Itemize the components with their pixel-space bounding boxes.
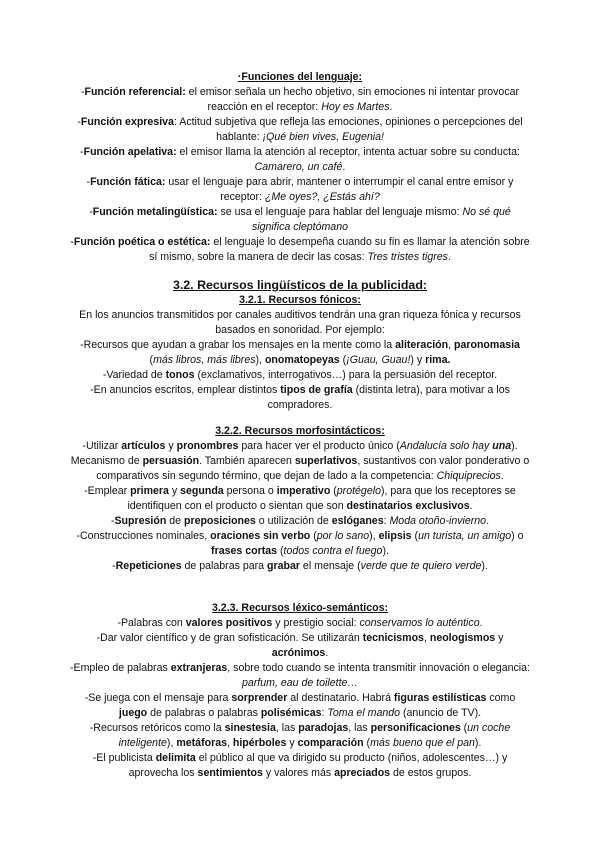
lexical-paragraph-6 bbox=[70, 751, 530, 781]
function-example: Tres tristes tigres bbox=[367, 251, 448, 263]
function-example: ¡Qué bien vives, Eugenia! bbox=[262, 131, 384, 143]
resources-title: 3.2. Recursos lingüísticos de la publicidad: bbox=[172, 278, 428, 292]
function-description: el lenguaje lo desempeña cuando su fin es llamar la atención sobre sí mismo, sobre la manera de decir las cosas: bbox=[149, 236, 530, 263]
text-run: -En anuncios escritos, emplear distintos bbox=[90, 384, 281, 396]
bold-term: Supresión bbox=[114, 515, 167, 527]
function-description: el emisor llama la atención al receptor, intenta actuar sobre su conducta: bbox=[176, 146, 520, 158]
text-run: el público al que va dirigido su producto (niños, adolescentes…) y aprovecha los bbox=[128, 752, 508, 779]
functions-section bbox=[70, 70, 530, 265]
morpho-paragraph-4 bbox=[70, 529, 530, 559]
bold-term: frases cortas bbox=[211, 545, 278, 557]
bold-term: oraciones sin verbo bbox=[210, 530, 311, 542]
bold-term: paradojas bbox=[298, 722, 349, 734]
item-tail: . bbox=[447, 251, 451, 263]
text-run: -Palabras con bbox=[117, 617, 186, 629]
bold-term: tecnicismos bbox=[362, 632, 424, 644]
italic-example: un turista, un amigo bbox=[418, 530, 512, 542]
text-run: y bbox=[286, 737, 298, 749]
text-run: -Empleo de palabras bbox=[70, 662, 171, 674]
bold-term: hipérboles bbox=[232, 737, 287, 749]
text-run: y prestigio social: bbox=[272, 617, 360, 629]
text-run: (anuncio de TV). bbox=[400, 707, 482, 719]
italic-example: más libros, más libres bbox=[153, 354, 256, 366]
bold-term: sinestesia bbox=[224, 722, 276, 734]
function-label: Función apelativa: bbox=[83, 146, 177, 158]
lexical-paragraph-3 bbox=[70, 661, 530, 691]
italic-example: protégelo bbox=[336, 485, 381, 497]
text-run: de estos grupos. bbox=[390, 767, 472, 779]
italic-example: todos contra el fuego bbox=[283, 545, 383, 557]
text-run: -Se juega con el mensaje para bbox=[84, 692, 232, 704]
text-run: (distinta letra), para motivar a los compradores. bbox=[267, 384, 510, 411]
text-run: , bbox=[448, 339, 454, 351]
item-lead: - bbox=[70, 236, 74, 248]
text-run: . bbox=[325, 647, 329, 659]
function-fatica bbox=[70, 175, 530, 205]
bold-term: aliteración bbox=[395, 339, 449, 351]
function-description: se usa el lenguaje para hablar del lenguaje mismo: bbox=[217, 206, 463, 218]
text-run: -Construcciones nominales, bbox=[76, 530, 211, 542]
function-example: No sé qué significa cleptómano bbox=[252, 206, 511, 233]
bold-term: personificaciones bbox=[370, 722, 461, 734]
text-run: ). bbox=[481, 560, 488, 572]
italic-example: parfum, eau de toilette… bbox=[241, 677, 358, 689]
lexical-title: 3.2.3. Recursos léxico-semánticos: bbox=[211, 602, 389, 614]
phonic-paragraph-2 bbox=[70, 368, 530, 383]
item-lead: - bbox=[80, 86, 85, 98]
text-run: -Variedad de bbox=[102, 369, 166, 381]
bold-term: metáforas bbox=[176, 737, 227, 749]
lexical-paragraph-1 bbox=[70, 616, 530, 631]
lexical-paragraph-2 bbox=[70, 631, 530, 661]
text-run: . bbox=[500, 470, 504, 482]
resources-section bbox=[70, 278, 530, 413]
text-run: el mensaje ( bbox=[299, 560, 361, 572]
function-label: Función expresiva bbox=[80, 116, 174, 128]
text-run: ( bbox=[411, 530, 419, 542]
italic-example: verde que te quiero verde bbox=[360, 560, 482, 572]
text-run: - bbox=[110, 515, 115, 527]
text-run: ( bbox=[363, 737, 371, 749]
function-expresiva bbox=[70, 115, 530, 145]
bold-term: preposiciones bbox=[183, 515, 256, 527]
phonic-intro: En los anuncios transmitidos por canales auditivos tendrán una gran riqueza fónica y recursos basados en sonoridad. Por ejemplo: bbox=[79, 309, 521, 336]
italic-example: conservamos lo auténtico bbox=[359, 617, 480, 629]
text-run: de palabras o palabras bbox=[147, 707, 261, 719]
text-run: ( bbox=[149, 354, 154, 366]
function-apelativa bbox=[70, 145, 530, 175]
text-run: , las bbox=[275, 722, 299, 734]
bold-term: juego bbox=[118, 707, 148, 719]
text-run: y bbox=[495, 632, 504, 644]
bold-term: acrónimos bbox=[271, 647, 326, 659]
bold-term: pronombres bbox=[176, 440, 239, 452]
text-run: , sustantivos con valor ponderativo o comparativos sin segundo término, que dejan de lado a la competencia: bbox=[96, 455, 530, 482]
text-run: de bbox=[166, 515, 184, 527]
bold-term: grabar bbox=[267, 560, 300, 572]
item-lead: - bbox=[89, 206, 93, 218]
text-run: para hacer ver el producto único ( bbox=[238, 440, 400, 452]
italic-example: Andalucía solo hay bbox=[399, 440, 493, 452]
morpho-paragraph-5 bbox=[70, 559, 530, 574]
text-run: -Utilizar bbox=[82, 440, 122, 452]
bold-term: polisémicas bbox=[260, 707, 322, 719]
bold-term: persuasión bbox=[142, 455, 200, 467]
italic-example: Toma el mando bbox=[327, 707, 401, 719]
item-lead: - bbox=[86, 176, 91, 188]
text-run: ) o bbox=[511, 530, 524, 542]
italic-example: ¡Guau, Guau! bbox=[346, 354, 411, 366]
function-referencial bbox=[70, 85, 530, 115]
bold-term: extranjeras bbox=[170, 662, 228, 674]
bold-term: superlativos bbox=[294, 455, 358, 467]
text-run: al destinatario. Habrá bbox=[287, 692, 394, 704]
morpho-paragraph-1 bbox=[70, 439, 530, 484]
bold-term: artículos bbox=[121, 440, 166, 452]
text-run: . bbox=[486, 515, 490, 527]
text-run: -El publicista bbox=[92, 752, 156, 764]
bold-term: apreciados bbox=[334, 767, 391, 779]
bold-term: paronomasia bbox=[454, 339, 520, 351]
text-run: - bbox=[112, 560, 116, 572]
bold-term: sentimientos bbox=[197, 767, 263, 779]
bold-term: eslóganes bbox=[331, 515, 384, 527]
text-run: ( bbox=[330, 485, 337, 497]
function-example: Camarero, un café bbox=[254, 161, 343, 173]
bold-term: imperativo bbox=[276, 485, 331, 497]
bold-term: valores positivos bbox=[185, 617, 273, 629]
text-run: ), bbox=[369, 530, 379, 542]
item-tail: . bbox=[389, 101, 393, 113]
function-description: usar el lenguaje para abrir, mantener o interrumpir el canal entre emisor y receptor: bbox=[165, 176, 514, 203]
morphosyntactic-section bbox=[70, 424, 530, 574]
italic-example: Moda otoño-invierno bbox=[389, 515, 487, 527]
function-label: Función metalingüística: bbox=[92, 206, 218, 218]
function-description: : Actitud subjetiva que refleja las emociones, opiniones o percepciones del hablante: bbox=[173, 116, 523, 143]
text-run: ). bbox=[474, 737, 482, 749]
text-run: -Recursos retóricos como la bbox=[89, 722, 225, 734]
bold-term: destinatarios exclusivos bbox=[346, 500, 470, 512]
italic-example: por lo sano bbox=[316, 530, 370, 542]
bold-term: sorprender bbox=[231, 692, 288, 704]
text-run: ), bbox=[166, 737, 177, 749]
text-run: , bbox=[226, 737, 233, 749]
bold-term: primera bbox=[130, 485, 169, 497]
text-run: , las bbox=[348, 722, 371, 734]
phonic-paragraph-3 bbox=[70, 383, 530, 413]
morpho-paragraph-3 bbox=[70, 514, 530, 529]
text-run: ( bbox=[339, 354, 347, 366]
text-run: ( bbox=[460, 722, 468, 734]
bold-term: neologismos bbox=[429, 632, 496, 644]
text-run: . bbox=[479, 617, 483, 629]
text-run: . También aparecen bbox=[199, 455, 295, 467]
text-run: . bbox=[469, 500, 473, 512]
text-run: persona o bbox=[223, 485, 277, 497]
bold-term: segunda bbox=[180, 485, 224, 497]
phonic-paragraph-1 bbox=[70, 338, 530, 368]
text-run: -Dar valor científico y de gran sofisticación. Se utilizarán bbox=[96, 632, 363, 644]
function-label: Función referencial: bbox=[84, 86, 186, 98]
bold-italic-term: una bbox=[492, 440, 512, 452]
text-run: y bbox=[165, 440, 177, 452]
function-poetica bbox=[70, 235, 530, 265]
function-metalinguistica bbox=[70, 205, 530, 235]
bold-term: elipsis bbox=[378, 530, 412, 542]
text-run: ), para que los receptores se identifiquen con el producto o sientan que son bbox=[127, 485, 516, 512]
italic-example: un coche inteligente bbox=[118, 722, 511, 749]
text-run: -Emplear bbox=[84, 485, 131, 497]
text-run: ) y bbox=[410, 354, 426, 366]
text-run: o utilización de bbox=[255, 515, 332, 527]
lexical-paragraph-5 bbox=[70, 721, 530, 751]
bold-term: Repeticiones bbox=[115, 560, 182, 572]
bold-term: delimita bbox=[155, 752, 196, 764]
text-run: ). Mecanismo de bbox=[70, 440, 518, 467]
item-lead: - bbox=[80, 146, 84, 158]
bold-term: comparación bbox=[297, 737, 364, 749]
functions-title: ·Funciones del lenguaje: bbox=[237, 71, 363, 83]
text-run: ). bbox=[382, 545, 389, 557]
text-run: como bbox=[486, 692, 516, 704]
text-run: : bbox=[383, 515, 390, 527]
morpho-paragraph-2 bbox=[70, 484, 530, 514]
text-run: y bbox=[168, 485, 181, 497]
function-description: el emisor señala un hecho objetivo, sin emociones ni intentar provocar reacción en el receptor: bbox=[185, 86, 520, 113]
bold-term: figuras estilísticas bbox=[393, 692, 487, 704]
function-label: Función poética o estética: bbox=[73, 236, 211, 248]
function-label: Función fática: bbox=[90, 176, 166, 188]
phonic-title: 3.2.1. Recursos fónicos: bbox=[239, 294, 361, 306]
text-run: : bbox=[321, 707, 328, 719]
text-run: ( bbox=[277, 545, 284, 557]
bold-term: tipos de grafía bbox=[280, 384, 353, 396]
bold-term: tonos bbox=[165, 369, 195, 381]
text-run: (exclamativos, interrogativos…) para la persuasión del receptor. bbox=[194, 369, 498, 381]
lexical-paragraph-4 bbox=[70, 691, 530, 721]
text-run: y valores más bbox=[262, 767, 335, 779]
lexical-semantic-section bbox=[70, 601, 530, 781]
morphosyntactic-title: 3.2.2. Recursos morfosintácticos: bbox=[215, 425, 385, 437]
function-example: Hoy es Martes bbox=[321, 101, 390, 113]
item-lead: - bbox=[77, 116, 81, 128]
italic-example: Chiquiprecios bbox=[436, 470, 501, 482]
text-run: , sobre todo cuando se intenta transmitir innovación o elegancia: bbox=[227, 662, 530, 674]
text-run: -Recursos que ayudan a grabar los mensajes en la mente como la bbox=[80, 339, 396, 351]
text-run: de palabras para bbox=[181, 560, 267, 572]
function-example: ¿Me oyes?, ¿Estás ahí? bbox=[264, 191, 380, 203]
text-run: , bbox=[423, 632, 430, 644]
text-run: ( bbox=[310, 530, 317, 542]
text-run: ), bbox=[255, 354, 265, 366]
bold-term: onomatopeyas bbox=[264, 354, 340, 366]
item-tail: . bbox=[342, 161, 346, 173]
italic-example: más bueno que el pan bbox=[370, 737, 475, 749]
bold-term: rima. bbox=[425, 354, 451, 366]
